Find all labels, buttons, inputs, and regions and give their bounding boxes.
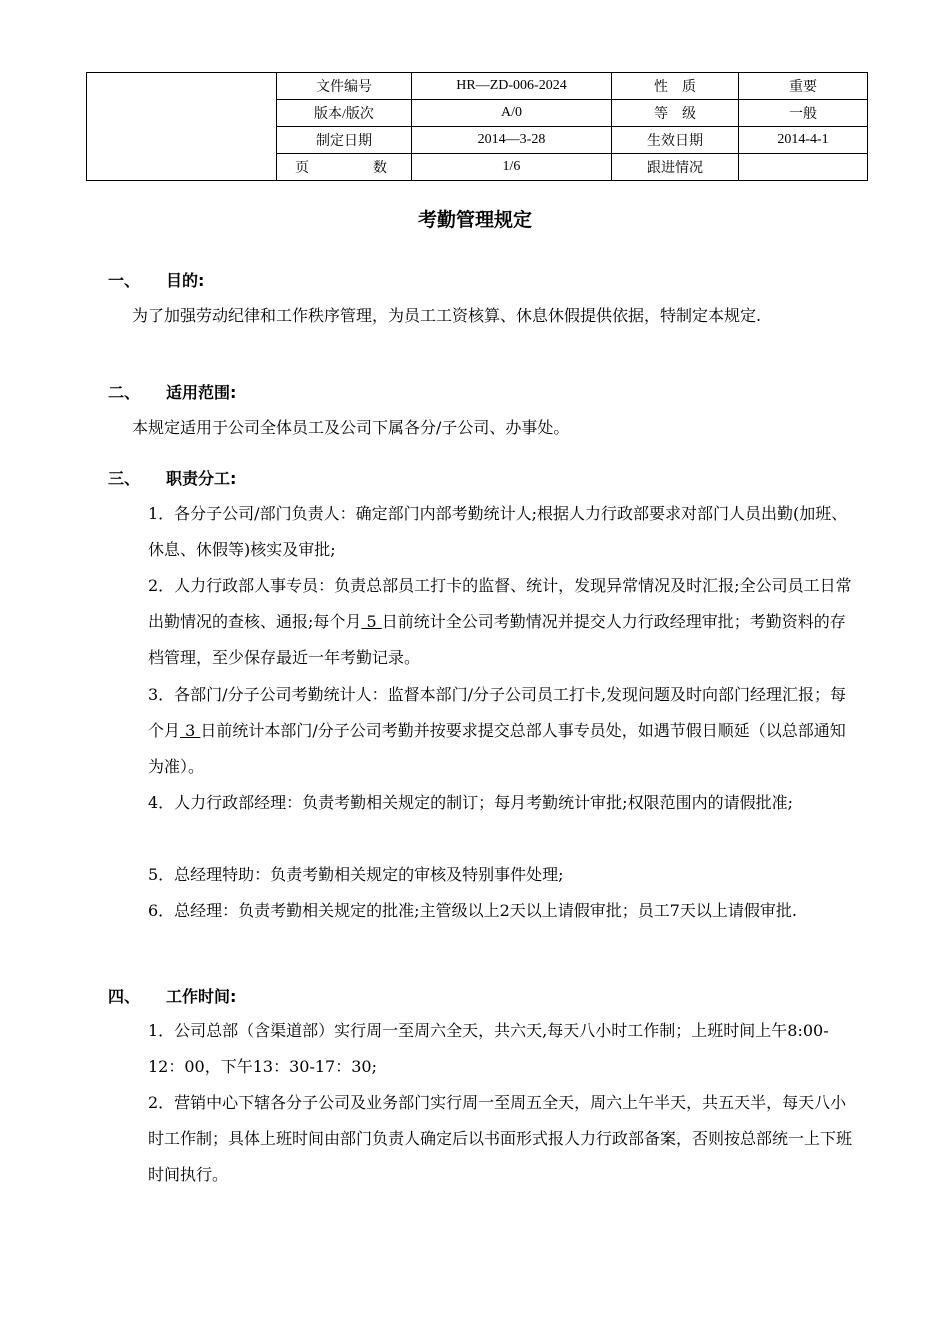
table-cell: 2014—3-28: [412, 127, 612, 154]
table-cell: 页 数: [277, 154, 412, 181]
list-item: 4．人力行政部经理：负责考勤相关规定的制订；每月考勤统计审批;权限范围内的请假批准;: [148, 793, 793, 812]
list-item: [148, 568, 853, 676]
list-item: 6．总经理：负责考勤相关规定的批准;主管级以上2天以上请假审批；员工7天以上请假审批.: [148, 901, 798, 920]
list-item: 1．各分子公司/部门负责人：确定部门内部考勤统计人;根据人力行政部要求对部门人员出勤(加班、休息、休假等)核实及审批;: [148, 504, 848, 559]
table-cell: HR—ZD-006-2024: [412, 73, 612, 100]
underlined-day: 3: [180, 721, 201, 740]
table-cell: 一般: [739, 100, 868, 127]
table-cell: 等 级: [612, 100, 739, 127]
table-cell: 文件编号: [277, 73, 412, 100]
section-title: 适用范围:: [166, 383, 237, 402]
list-item: 2．营销中心下辖各分子公司及业务部门实行周一至周五全天，周六上午半天，共五天半，每天八小时工作制；具体上班时间由部门负责人确定后以书面形式报人力行政部备案，否则按总部统一上下班时间执行。: [148, 1093, 853, 1184]
list-item-text: 3．各部门/分子公司考勤统计人：监督本部门/分子公司员工打卡,发现问题及时向部门经理汇报；每个月: [148, 685, 847, 740]
document-title: 考勤管理规定: [417, 209, 532, 231]
list-item: 1．公司总部（含渠道部）实行周一至周六全天，共六天,每天八小时工作制；上班时间上午8:00-12：00，下午13：30-17：30;: [148, 1021, 829, 1076]
section-number: 二、: [108, 383, 141, 402]
section-heading-working-hours: [108, 984, 236, 1007]
table-cell: A/0: [412, 100, 612, 127]
table-cell: 版本/版次: [277, 100, 412, 127]
section-number: 一、: [108, 271, 141, 290]
underlined-day: 5: [361, 612, 382, 631]
list-item: [148, 677, 853, 785]
table-cell: [739, 154, 868, 181]
table-cell: 1/6: [412, 154, 612, 181]
section-title: 工作时间:: [166, 987, 237, 1006]
table-cell: 生效日期: [612, 127, 739, 154]
table-cell: 性 质: [612, 73, 739, 100]
purpose-paragraph: 为了加强劳动纪律和工作秩序管理，为员工工资核算、休息休假提供依据，特制定本规定.: [132, 306, 762, 325]
logo-cell: [87, 73, 277, 181]
list-item-text: 日前统计全公司考勤情况并提交人力行政经理审批；考勤资料的存档管理，至少保存最近一年考勤记录。: [148, 612, 846, 667]
table-cell: 重要: [739, 73, 868, 100]
table-cell: 2014-4-1: [739, 127, 868, 154]
table-row: [87, 73, 868, 100]
scope-paragraph: 本规定适用于公司全体员工及公司下属各分/子公司、办事处。: [132, 418, 570, 437]
table-cell: 跟进情况: [612, 154, 739, 181]
section-title: 目的:: [166, 271, 205, 290]
section-heading-scope: [108, 380, 236, 403]
section-number: 三、: [108, 469, 141, 488]
list-item-text: 日前统计本部门/分子公司考勤并按要求提交总部人事专员处，如遇节假日顺延（以总部通知为准）。: [148, 721, 846, 776]
section-title: 职责分工:: [166, 469, 237, 488]
document-control-table: [86, 72, 868, 181]
section-number: 四、: [108, 987, 141, 1006]
table-cell: 制定日期: [277, 127, 412, 154]
list-item: 5．总经理特助：负责考勤相关规定的审核及特别事件处理;: [148, 865, 564, 884]
list-item-text: 2．人力行政部人事专员：负责总部员工打卡的监督、统计，发现异常情况及时汇报;全公司员工日常出勤情况的查核、通报;每个月: [148, 576, 852, 631]
section-heading-responsibilities: [108, 466, 236, 489]
section-heading-purpose: [108, 268, 204, 291]
